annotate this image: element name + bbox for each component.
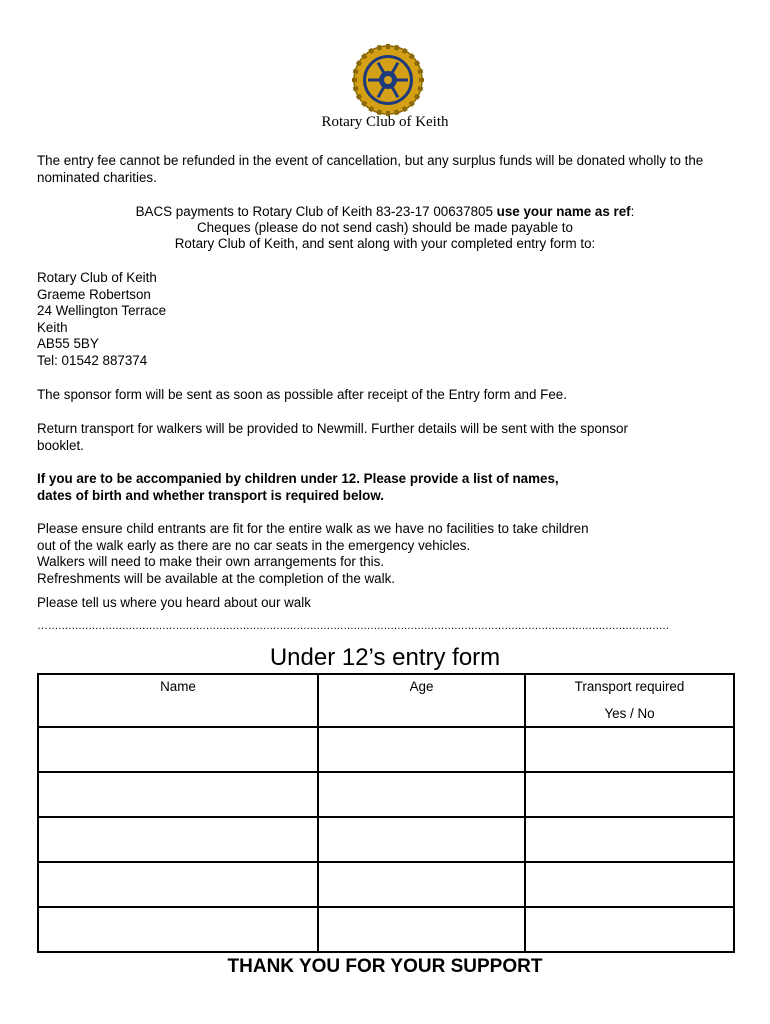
table-row: [38, 772, 734, 817]
table-row: [38, 817, 734, 862]
transport-cell[interactable]: [525, 907, 734, 952]
bacs-ref-text: use your name as ref: [496, 204, 631, 219]
name-cell[interactable]: [38, 727, 318, 772]
transport-header-label: Transport required: [574, 679, 685, 694]
children-notice-line-1: If you are to be accompanied by children under 12. Please provide a list of names,: [37, 471, 559, 486]
address-line: Keith: [37, 320, 68, 335]
name-cell[interactable]: [38, 907, 318, 952]
age-cell[interactable]: [318, 772, 525, 817]
name-cell[interactable]: [38, 862, 318, 907]
name-cell[interactable]: [38, 817, 318, 862]
name-cell[interactable]: [38, 772, 318, 817]
transport-cell[interactable]: [525, 862, 734, 907]
column-header-age: Age: [318, 674, 525, 727]
column-header-transport: [525, 674, 734, 727]
thank-you-footer: THANK YOU FOR YOUR SUPPORT: [227, 956, 543, 977]
age-cell[interactable]: [318, 817, 525, 862]
fitness-line-2: out of the walk early as there are no car seats in the emergency vehicles.: [37, 538, 471, 553]
table-row: [38, 862, 734, 907]
address-line: AB55 5BY: [37, 336, 99, 351]
refreshments-line: Refreshments will be available at the completion of the walk.: [37, 571, 396, 586]
bacs-paragraph: [0, 204, 770, 221]
sponsor-form-paragraph: The sponsor form will be sent as soon as possible after receipt of the Entry form and Fee.: [37, 387, 567, 402]
transport-cell[interactable]: [525, 772, 734, 817]
transport-cell[interactable]: [525, 817, 734, 862]
table-row: [38, 907, 734, 952]
cheques-line-1: Cheques (please do not send cash) should be made payable to: [197, 220, 573, 235]
table-header-row: [38, 674, 734, 727]
age-cell[interactable]: [318, 727, 525, 772]
transport-options-label: Yes / No: [604, 706, 655, 721]
children-notice-line-2: dates of birth and whether transport is required below.: [37, 488, 384, 503]
address-line: 24 Wellington Terrace: [37, 303, 167, 318]
club-name: Rotary Club of Keith: [321, 114, 449, 130]
heard-about-prompt: Please tell us where you heard about our walk: [37, 595, 311, 610]
entry-form-table: [37, 673, 735, 953]
cheques-line-2: Rotary Club of Keith, and sent along with your completed entry form to:: [174, 236, 596, 251]
refund-paragraph: The entry fee cannot be refunded in the event of cancellation, but any surplus funds will be donated wholly to the nominated charities.: [37, 153, 704, 185]
bacs-text: BACS payments to Rotary Club of Keith 83-23-17 00637805: [135, 204, 497, 219]
column-header-name: Name: [38, 674, 318, 727]
rotary-wheel-icon: [352, 44, 424, 116]
fitness-line-1: Please ensure child entrants are fit for the entire walk as we have no facilities to take children: [37, 521, 589, 536]
arrangements-line: Walkers will need to make their own arrangements for this.: [37, 554, 385, 569]
heard-about-answer-line[interactable]: ….........................................................................................................................................................................................: [37, 620, 670, 632]
age-cell[interactable]: [318, 862, 525, 907]
address-line: Rotary Club of Keith: [37, 270, 157, 285]
age-cell[interactable]: [318, 907, 525, 952]
bacs-suffix: :: [630, 204, 635, 219]
transport-paragraph: Return transport for walkers will be provided to Newmill. Further details will be sent with the sponsor booklet.: [37, 421, 628, 453]
address-line: Graeme Robertson: [37, 287, 151, 302]
transport-cell[interactable]: [525, 727, 734, 772]
entry-form-title: Under 12’s entry form: [269, 644, 501, 671]
address-line: Tel: 01542 887374: [37, 353, 148, 368]
table-row: [38, 727, 734, 772]
